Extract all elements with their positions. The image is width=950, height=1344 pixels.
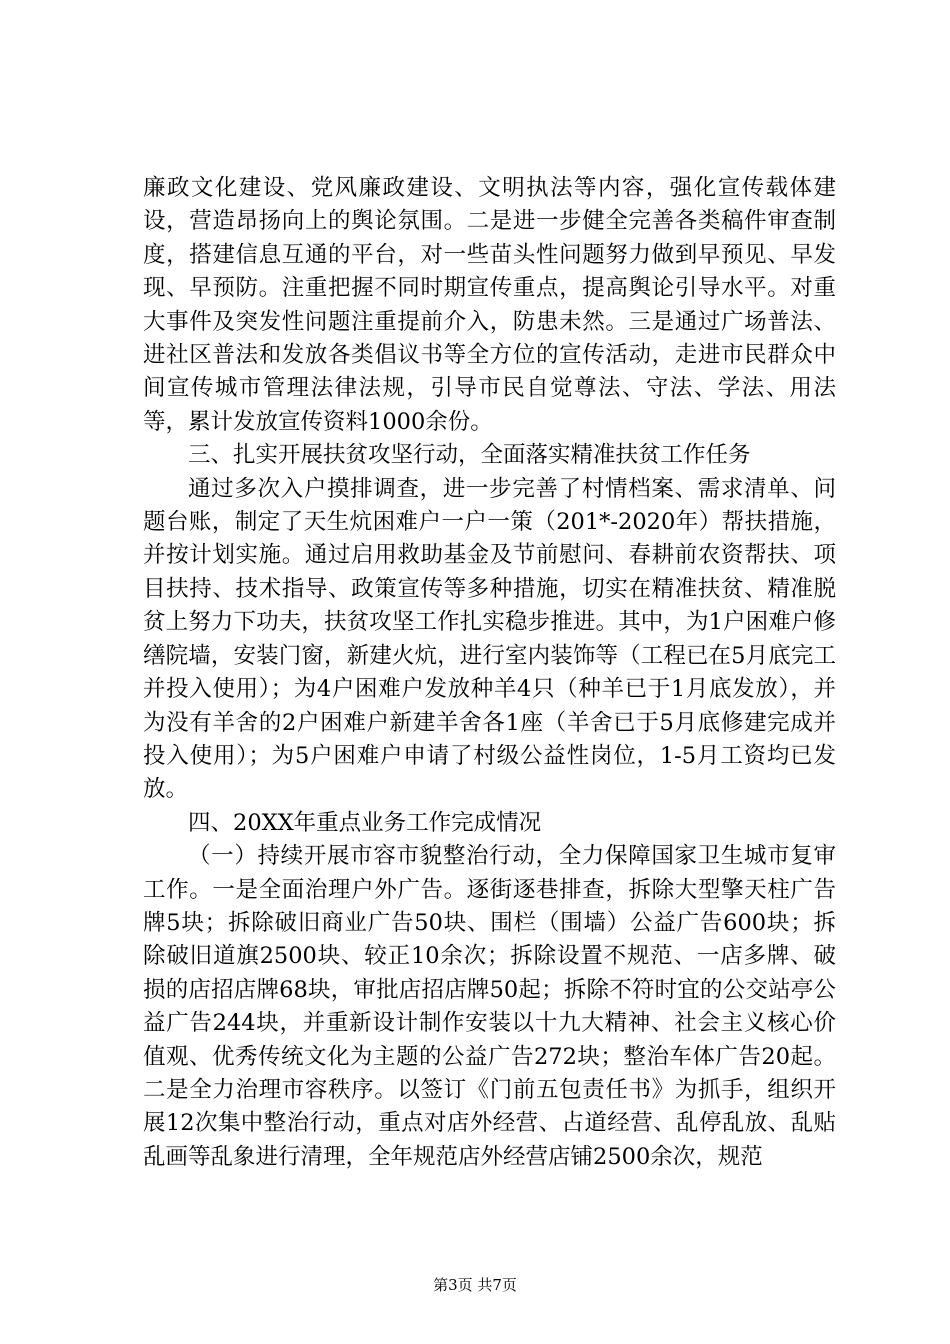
section-heading-key-work: 四、20XX年重点业务工作完成情况	[188, 809, 542, 836]
paragraph-publicity-continued: 廉政文化建设、党风廉政建设、文明执法等内容，强化宣传载体建设，营造昂扬向上的舆论氛围。二是进一步健全完善各类稿件审查制度，搭建信息互通的平台，对一些苗头性问题努力做到早预见、早发现、早预防。注重把握不同时期宣传重点，提高舆论引导水平。对重大事件及突发性问题注重提前介入，防患未然。三是通过广场普法、进社区普法和发放各类倡议书等全方位的宣传活动，走进市民群众中间宣传城市管理法律法规，引导市民自觉尊法、守法、学法、用法等，累计发放宣传资料1000余份。	[143, 175, 836, 435]
paragraph-city-appearance: （一）持续开展市容市貌整治行动，全力保障国家卫生城市复审工作。一是全面治理户外广告。逐街逐巷排查，拆除大型擎天柱广告牌5块；拆除破旧商业广告50块、围栏（围墙）公益广告600块；拆除破旧道旗2500块、较正10余次；拆除设置不规范、一店多牌、破损的店招店牌68块，审批店招店牌50起；拆除不符时宜的公交站亭公益广告244块，并重新设计制作安装以十九大精神、社会主义核心价值观、优秀传统文化为主题的公益广告272块；整治车体广告20起。二是全力治理市容秩序。以签订《门前五包责任书》为抓手，组织开展12次集中整治行动，重点对店外经营、占道经营、乱停乱放、乱贴乱画等乱象进行清理，全年规范店外经营店铺2500余次，规范	[143, 843, 836, 1170]
section-heading-poverty-alleviation: 三、扎实开展扶贫攻坚行动，全面落实精准扶贫工作任务	[188, 442, 751, 469]
document-body	[143, 172, 836, 1174]
paragraph-poverty-alleviation: 通过多次入户摸排调查，进一步完善了村情档案、需求清单、问题台账，制定了天生炕困难户一户一策（201*-2020年）帮扶措施，并按计划实施。通过启用救助基金及节前慰问、春耕前农资帮扶、项目扶持、技术指导、政策宣传等多种措施，切实在精准扶贫、精准脱贫上努力下功夫，扶贫攻坚工作扎实稳步推进。其中，为1户困难户修缮院墙，安装门窗，新建火炕，进行室内装饰等（工程已在5月底完工并投入使用）；为4户困难户发放种羊4只（种羊已于1月底发放），并为没有羊舍的2户困难户新建羊舍各1座（羊舍已于5月底修建完成并投入使用）；为5户困难户申请了村级公益性岗位，1-5月工资均已发放。	[143, 475, 836, 803]
page-footer: 第3页 共7页	[433, 1276, 517, 1294]
